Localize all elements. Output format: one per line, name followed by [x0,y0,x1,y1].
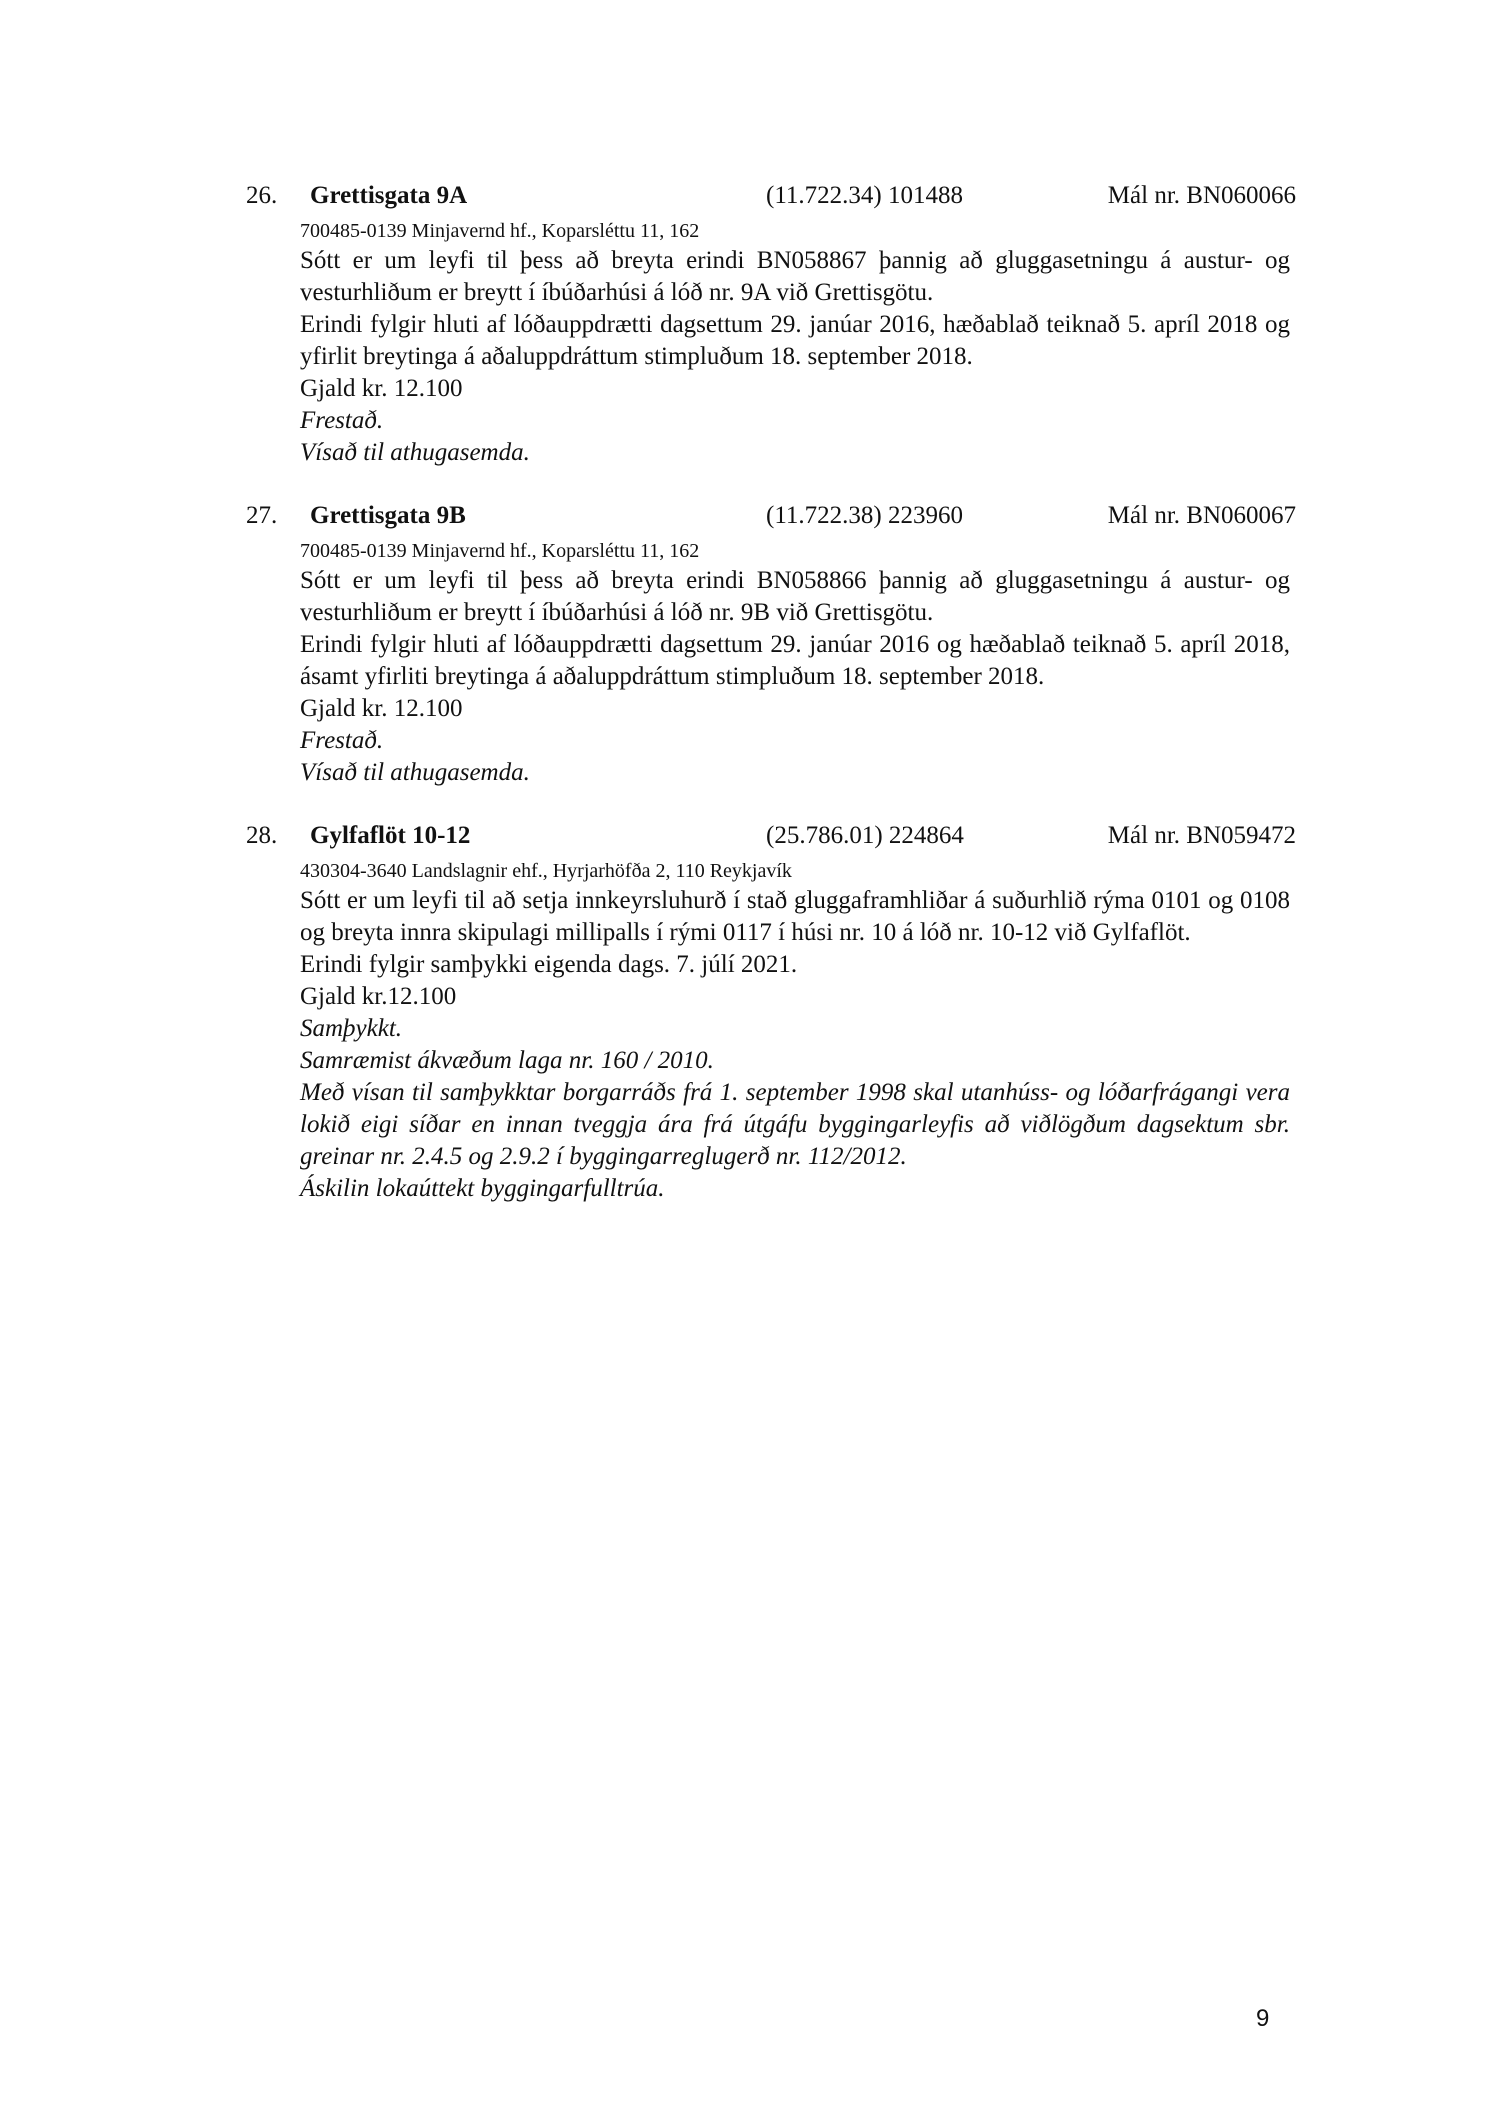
item-body [300,218,1290,469]
agenda-item [246,182,1296,469]
item-header [246,502,1296,538]
item-description: Sótt er um leyfi til að setja innkeyrsluhurð í stað gluggaframhliðar á suðurhlið rýma 0101 og 0108 og breyta innra skipulagi millipalls í rými 0117 í húsi nr. 10 á lóð nr. 10-12 við Gylfaflöt. [300,887,1290,946]
item-header [246,822,1296,858]
item-body [300,538,1290,789]
item-note: Vísað til athugasemda. [300,759,530,786]
item-final-inspection: Áskilin lokaúttekt byggingarfulltrúa. [300,1175,665,1202]
agenda-item [246,822,1296,1205]
agenda-item [246,502,1296,789]
item-attachments: Erindi fylgir hluti af lóðauppdrætti dagsettum 29. janúar 2016 og hæðablað teiknað 5. apríl 2018, ásamt yfirliti breytinga á aðaluppdráttum stimpluðum 18. september 2018. [300,631,1290,690]
item-case-number: Mál nr. BN060066 [1107,182,1296,209]
item-note: Vísað til athugasemda. [300,439,530,466]
item-body [300,858,1290,1205]
item-case-number: Mál nr. BN059472 [1107,822,1296,849]
item-lot-id: (11.722.34) 101488 [766,182,963,209]
item-fee: Gjald kr. 12.100 [300,375,463,402]
item-number: 26. [246,182,278,209]
item-condition: Með vísan til samþykktar borgarráðs frá 1. september 1998 skal utanhúss- og lóðarfrágangi vera lokið eigi síðar en innan tveggja ára frá útgáfu byggingarleyfis að viðlögðum dagsektum sbr. greinar nr. 2.4.5 og 2.9.2 í byggingarreglugerð nr. 112/2012. [300,1079,1290,1170]
page-number: 9 [1256,2005,1270,2032]
item-description: Sótt er um leyfi til þess að breyta erindi BN058867 þannig að gluggasetningu á austur- og vesturhliðum er breytt í íbúðarhúsi á lóð nr. 9A við Grettisgötu. [300,247,1290,306]
item-applicant: 700485-0139 Minjavernd hf., Koparsléttu 11, 162 [300,220,700,242]
item-applicant: 700485-0139 Minjavernd hf., Koparsléttu 11, 162 [300,540,700,562]
item-number: 28. [246,822,278,849]
item-note: Samræmist ákvæðum laga nr. 160 / 2010. [300,1047,714,1074]
item-decision: Samþykkt. [300,1015,403,1042]
item-header [246,182,1296,218]
item-lot-id: (11.722.38) 223960 [766,502,963,529]
item-attachments: Erindi fylgir hluti af lóðauppdrætti dagsettum 29. janúar 2016, hæðablað teiknað 5. apríl 2018 og yfirlit breytinga á aðaluppdráttum stimpluðum 18. september 2018. [300,311,1290,370]
item-description: Sótt er um leyfi til þess að breyta erindi BN058866 þannig að gluggasetningu á austur- og vesturhliðum er breytt í íbúðarhúsi á lóð nr. 9B við Grettisgötu. [300,567,1290,626]
item-number: 27. [246,502,278,529]
item-decision: Frestað. [300,727,384,754]
item-address: Grettisgata 9A [310,182,468,209]
item-fee: Gjald kr. 12.100 [300,695,463,722]
item-address: Gylfaflöt 10-12 [310,822,471,849]
item-address: Grettisgata 9B [310,502,466,529]
item-case-number: Mál nr. BN060067 [1107,502,1296,529]
item-attachments: Erindi fylgir samþykki eigenda dags. 7. júlí 2021. [300,951,798,978]
item-decision: Frestað. [300,407,384,434]
item-lot-id: (25.786.01) 224864 [766,822,964,849]
item-fee: Gjald kr.12.100 [300,983,457,1010]
item-applicant: 430304-3640 Landslagnir ehf., Hyrjarhöfða 2, 110 Reykjavík [300,860,792,882]
